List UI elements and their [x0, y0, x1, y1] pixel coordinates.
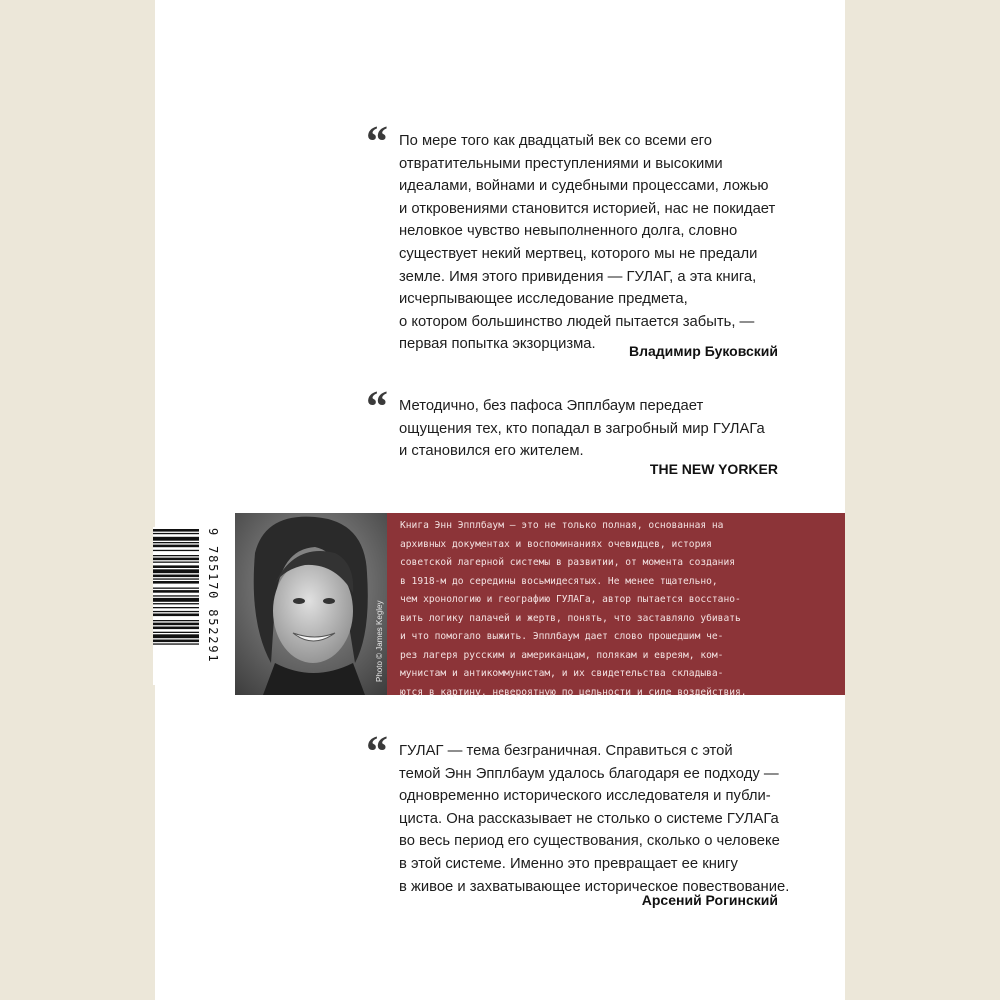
quote-line: о котором большинство людей пытается забыть, —: [399, 313, 755, 330]
quote-author: Арсений Рогинский: [641, 892, 778, 908]
barcode-bar: [153, 581, 199, 584]
description-line: вить логику палачей и жертв, понять, что заставляло убивать: [400, 612, 741, 624]
description-line: ются в картину, невероятную по цельности и силе воздействия.: [400, 686, 747, 698]
quote-line: исчерпывающее исследование предмета,: [399, 291, 688, 308]
barcode-bar: [153, 640, 199, 643]
quote-text: [399, 395, 779, 463]
quote-line: одновременно исторического исследователя и публи-: [399, 788, 771, 805]
barcode-bar: [153, 565, 199, 568]
quote-line: существует некий мертвец, которого мы не предали: [399, 245, 758, 262]
quote-line: ощущения тех, кто попадал в загробный мир ГУЛАГа: [399, 420, 765, 437]
quote-mark: “: [366, 382, 388, 431]
barcode-bar: [153, 623, 199, 626]
description-line: Книга Энн Эпплбаум — это не только полная, основанная на: [400, 520, 724, 531]
quote-line: земле. Имя этого привидения — ГУЛАГ, а эта книга,: [399, 268, 757, 285]
barcode-bar: [153, 558, 199, 561]
quote-roginsky: [366, 727, 790, 920]
barcode-bar: [153, 603, 199, 604]
quote-line: неловкое чувство невыполненного долга, словно: [399, 223, 738, 240]
quote-line: во весь период его существования, сколько о человеке: [399, 833, 780, 850]
quote-text: [399, 740, 790, 898]
barcode-bar: [153, 632, 199, 633]
description-line: чем хронологию и географию ГУЛАГа, автор пытается восстано-: [400, 594, 741, 605]
author-portrait: [235, 513, 387, 695]
quote-bukovsky: [366, 117, 778, 370]
barcode-bar: [153, 578, 199, 579]
description-line: мунистам и антикоммунистам, и их свидетельства складыва-: [400, 668, 724, 679]
quote-line: первая попытка экзорцизма.: [399, 336, 596, 353]
barcode-bar: [153, 614, 199, 617]
quote-new-yorker: [366, 382, 778, 485]
barcode-bar: [153, 627, 199, 630]
barcode-bar: [153, 537, 199, 541]
barcode-bar: [153, 533, 199, 534]
quote-line: По мере того как двадцатый век со всеми его: [399, 133, 712, 149]
barcode-bar: [153, 545, 199, 548]
quote-line: ГУЛАГ — тема безграничная. Справиться с этой: [399, 743, 733, 759]
quote-line: идеалами, войнами и судебными процессами, ложью: [399, 178, 769, 195]
description-line: советской лагерной системы в развитии, от момента создания: [400, 557, 736, 568]
author-photo: [235, 513, 387, 695]
quote-text: [399, 130, 779, 356]
quote-line: отвратительными преступлениями и высокими: [399, 155, 723, 172]
barcode-bars: [153, 527, 199, 685]
barcode-bar: [153, 598, 199, 602]
barcode-bar: [153, 555, 199, 556]
barcode-bar: [153, 550, 199, 551]
barcode-bar: [153, 590, 199, 593]
barcode-bar: [153, 634, 199, 638]
quote-line: темой Энн Эпплбаум удалось благодаря ее подходу —: [399, 765, 779, 782]
quote-line: в живое и захватывающее историческое повествование.: [399, 878, 790, 895]
barcode-bar: [153, 542, 199, 543]
quote-mark: “: [366, 727, 388, 776]
barcode-bar: [153, 643, 199, 644]
quote-line: циста. Она рассказывает не столько о системе ГУЛАГа: [399, 810, 779, 827]
description-line: архивных документах и воспоминаниях очевидцев, история: [400, 538, 712, 550]
photo-credit: Photo © James Kegley: [375, 600, 384, 682]
barcode-bar: [153, 569, 199, 573]
description-line: рез лагеря русским и американцам, полякам и евреям, ком-: [400, 649, 724, 661]
quote-line: Методично, без пафоса Эпплбаум передает: [399, 398, 704, 414]
quote-line: в этой системе. Именно это превращает ее книгу: [399, 855, 738, 872]
description-line: в 1918-м до середины восьмидесятых. Не менее тщательно,: [400, 575, 718, 587]
barcode-bar: [153, 575, 199, 578]
quote-line: и откровениями становится историей, нас не покидает: [399, 200, 776, 217]
description-text: [400, 517, 795, 702]
barcode-bar: [153, 607, 199, 608]
barcode-bar: [153, 529, 199, 532]
quote-author: Владимир Буковский: [629, 343, 778, 359]
quote-mark: “: [366, 117, 388, 166]
barcode-bar: [153, 562, 199, 563]
quote-line: и становился его жителем.: [399, 443, 584, 460]
barcode-bar: [153, 595, 199, 596]
barcode-digits: 9 785170 852291: [206, 528, 220, 664]
barcode-bar: [153, 611, 199, 612]
isbn-barcode: [153, 527, 213, 685]
quote-author: THE NEW YORKER: [649, 461, 778, 477]
description-line: и что помогало выжить. Эпплбаум дает слово прошедшим че-: [400, 631, 724, 642]
barcode-bar: [153, 588, 199, 589]
barcode-bar: [153, 620, 199, 621]
